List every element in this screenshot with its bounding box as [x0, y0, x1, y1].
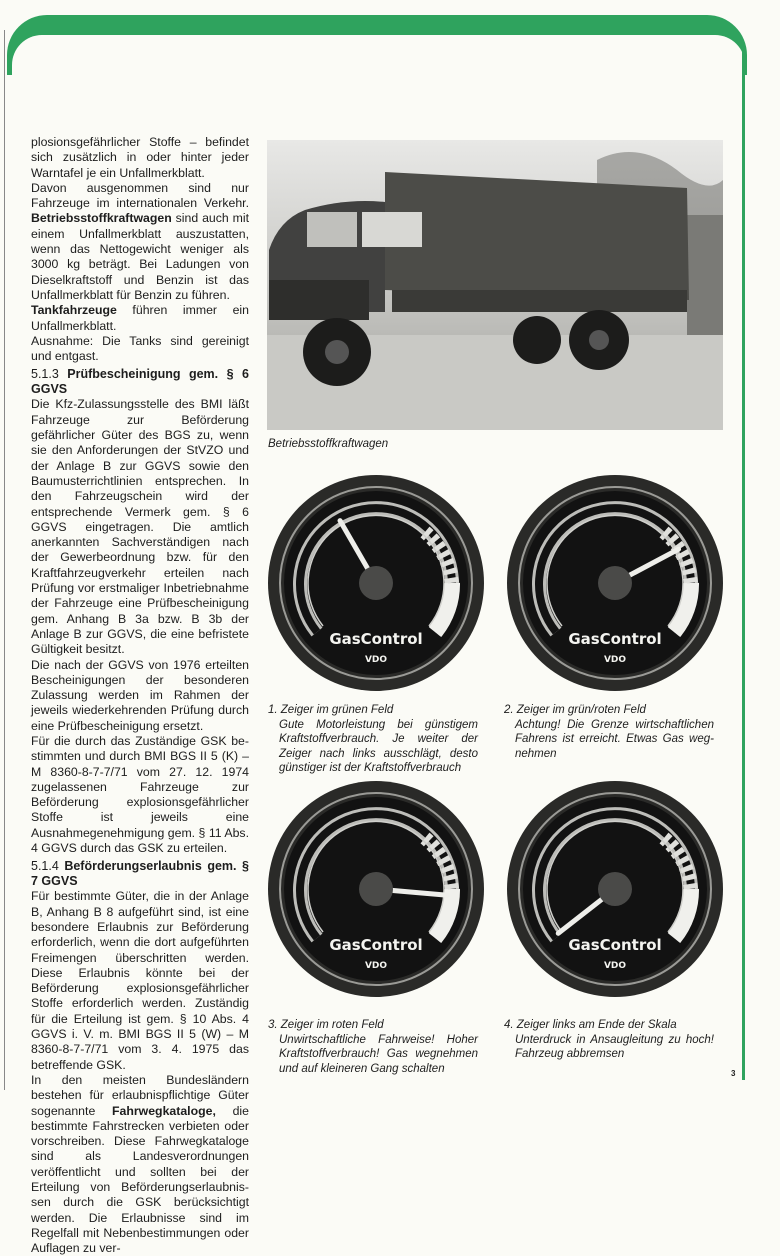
- gauge-hub: [359, 566, 393, 600]
- section-heading: [31, 859, 249, 889]
- page-number: 3: [731, 1069, 736, 1078]
- paragraph: plosionsgefährlicher Stoffe – befindet sich zusätzlich in oder hinter jeder Warntafel je ein Unfallmerkblatt.: [31, 135, 249, 180]
- gauge-maker-logo: VDO: [603, 961, 627, 971]
- truck-photo: [267, 140, 723, 430]
- gascontrol-gauge: [504, 472, 726, 694]
- gauge-caption-body: Unterdruck in Ansaugleitung zu hoch! Fahrzeug abbremsen: [515, 1033, 714, 1060]
- body-text-column: [31, 135, 249, 1256]
- gascontrol-gauge: [265, 778, 487, 1000]
- paragraph: Für die durch das Zuständige GSK bestimmten und durch BMI BGS II 5 (K) – M 8360-8-7-7/71 vom 27. 12. 1974 zugelassenen Fahrzeuge zur Beförderung explosionsgefährlicher Stoffe ist jeweils eine Ausnahmegenehmigung gem. § 11 Abs. 4 GGVS durch das GSK zu erteilen.: [31, 733, 249, 856]
- paragraph: [31, 181, 249, 303]
- text: Davon ausgenommen sind nur Fahrzeuge im internationalen Verkehr.: [31, 180, 249, 211]
- gauge-hub: [598, 872, 632, 906]
- paragraph: Für bestimmte Güter, die in der Anlage B, Anhang B 8 aufgeführt sind, ist eine besondere Erlaubnis zur Beförderung erforderlich, wenn die dort aufgeführten Freimengen überschritten werden. Diese Erlaubnis könnte bei der Beförderung explosionsgefährlicher Stoffe erforderlich werden. Zuständig für die Erteilung ist gem. § 10 Abs. 4 GGVS i. V. m. BMI BGS II 5 (W) – M 8360-8-7-7/71 vom 3. 4. 1975 das betreffende GSK.: [31, 889, 249, 1072]
- gauge-caption-title: 4. Zeiger links am Ende der Skala: [504, 1019, 677, 1031]
- section-heading: [31, 367, 249, 397]
- text: sind auch mit einem Unfallmerkblatt auszustatten, wenn das Nettogewicht weniger als 3000 kg beträgt. Bei Ladungen von Dieselkraftstoff und Benzin ist das Unfallmerkblatt für Benzin zu führen.: [31, 211, 249, 302]
- gauge-caption: [268, 703, 478, 776]
- gascontrol-gauge: [265, 472, 487, 694]
- gauge-caption: [504, 1018, 714, 1062]
- paragraph: [31, 303, 249, 334]
- section-title: Beförderungserlaubnis gem. § 7 GGVS: [31, 859, 249, 889]
- paragraph: Die Kfz-Zulassungsstelle des BMI läßt Fahrzeuge zur Beförderung gefährlicher Güter des BGS zu, wenn sie den Anforderungen der StVZO und der Anlage B zur GGVS sowie den Baumusterrichtlinien entsprechen. In den Fahrzeugschein wird der entsprechende Vermerk gem. § 6 GGVS eingetragen. Die amtlich anerkannten Sachverständigen nach der Gewerbeordnung bzw. für den Kraftfahrzeugverkehr erteilen nach Prüfung vor erstmaliger Inbetriebnahme der Fahrzeuge eine Prüfbescheinigung gem. Anhang B 3a bzw. B 3b der Anlage B zur GGVS, die eine befristete Gültigkeit besitzt.: [31, 397, 249, 657]
- text: führen immer ein Unfallmerkblatt.: [31, 303, 249, 333]
- text: In den meisten Bundesländern bestehen für erlaubnispflichtige Güter sogenannte: [31, 1072, 249, 1118]
- section-number: 5.1.4: [31, 859, 65, 874]
- gauge-brand-logo: GasControl: [329, 630, 423, 648]
- gauge-hub: [598, 566, 632, 600]
- gauge-caption-body: Achtung! Die Grenze wirtschaftlichen Fahrens ist erreicht. Etwas Gas wegnehmen: [515, 718, 714, 760]
- header-band-inner: [12, 35, 745, 95]
- gauge-hub: [359, 872, 393, 906]
- gauge-caption: [268, 1018, 478, 1076]
- gauge-caption-body: Unwirtschaftliche Fahrweise! Hoher Kraftstoffverbrauch! Gas wegnehmen und auf kleineren Gang schalten: [279, 1033, 478, 1075]
- section-number: 5.1.3: [31, 367, 68, 382]
- bold-term: Fahrwegkataloge,: [112, 1103, 216, 1118]
- paragraph: Ausnahme: Die Tanks sind gereinigt und entgast.: [31, 333, 249, 364]
- paragraph: [31, 1073, 249, 1256]
- gauge-brand-logo: GasControl: [568, 630, 662, 648]
- gauge-caption-title: 3. Zeiger im roten Feld: [268, 1019, 384, 1031]
- photo-caption: Betriebsstoffkraftwagen: [268, 438, 389, 450]
- gauge-caption-title: 2. Zeiger im grün/roten Feld: [504, 704, 646, 716]
- left-rule: [4, 30, 5, 1090]
- paragraph: Die nach der GGVS von 1976 erteilten Bescheinigungen der besonderen Zulassung werden im Rahmen der jeweils wiederkehrenden Prüfung durch eine Prüfbescheinigung ersetzt.: [31, 657, 249, 733]
- gauge-brand-logo: GasControl: [329, 936, 423, 954]
- bold-term: Tankfahrzeuge: [31, 303, 117, 318]
- section-title: Prüfbescheinigung gem. § 6 GGVS: [31, 367, 249, 397]
- gauge-caption: [504, 703, 714, 761]
- gauge-maker-logo: VDO: [364, 655, 388, 665]
- gauge-maker-logo: VDO: [364, 961, 388, 971]
- gauge-brand-logo: GasControl: [568, 936, 662, 954]
- right-rule: [742, 50, 745, 1080]
- text: die bestimmte Fahrstrecken verbieten oder vorschreiben. Diese Fahrwegkataloge sind als Landesverordnungen veröffentlicht und sollten bei der Erteilung von Beförderungserlaubnissen durch die GSK berücksichtigt werden. Die Erlaubnisse sind im Regelfall mit Nebenbestimmungen oder Auflagen zu ver-: [31, 1103, 249, 1256]
- truck-illustration: [267, 140, 723, 430]
- bold-term: Betriebsstoffkraftwagen: [31, 211, 172, 226]
- gauge-caption-body: Gute Motorleistung bei günstigem Kraftstoffverbrauch. Je weiter der Zeiger nach links ausschlägt, desto günstiger ist der Kraftstoffverbrauch: [279, 718, 478, 774]
- gauge-maker-logo: VDO: [603, 655, 627, 665]
- gauge-caption-title: 1. Zeiger im grünen Feld: [268, 704, 394, 716]
- gascontrol-gauge: [504, 778, 726, 1000]
